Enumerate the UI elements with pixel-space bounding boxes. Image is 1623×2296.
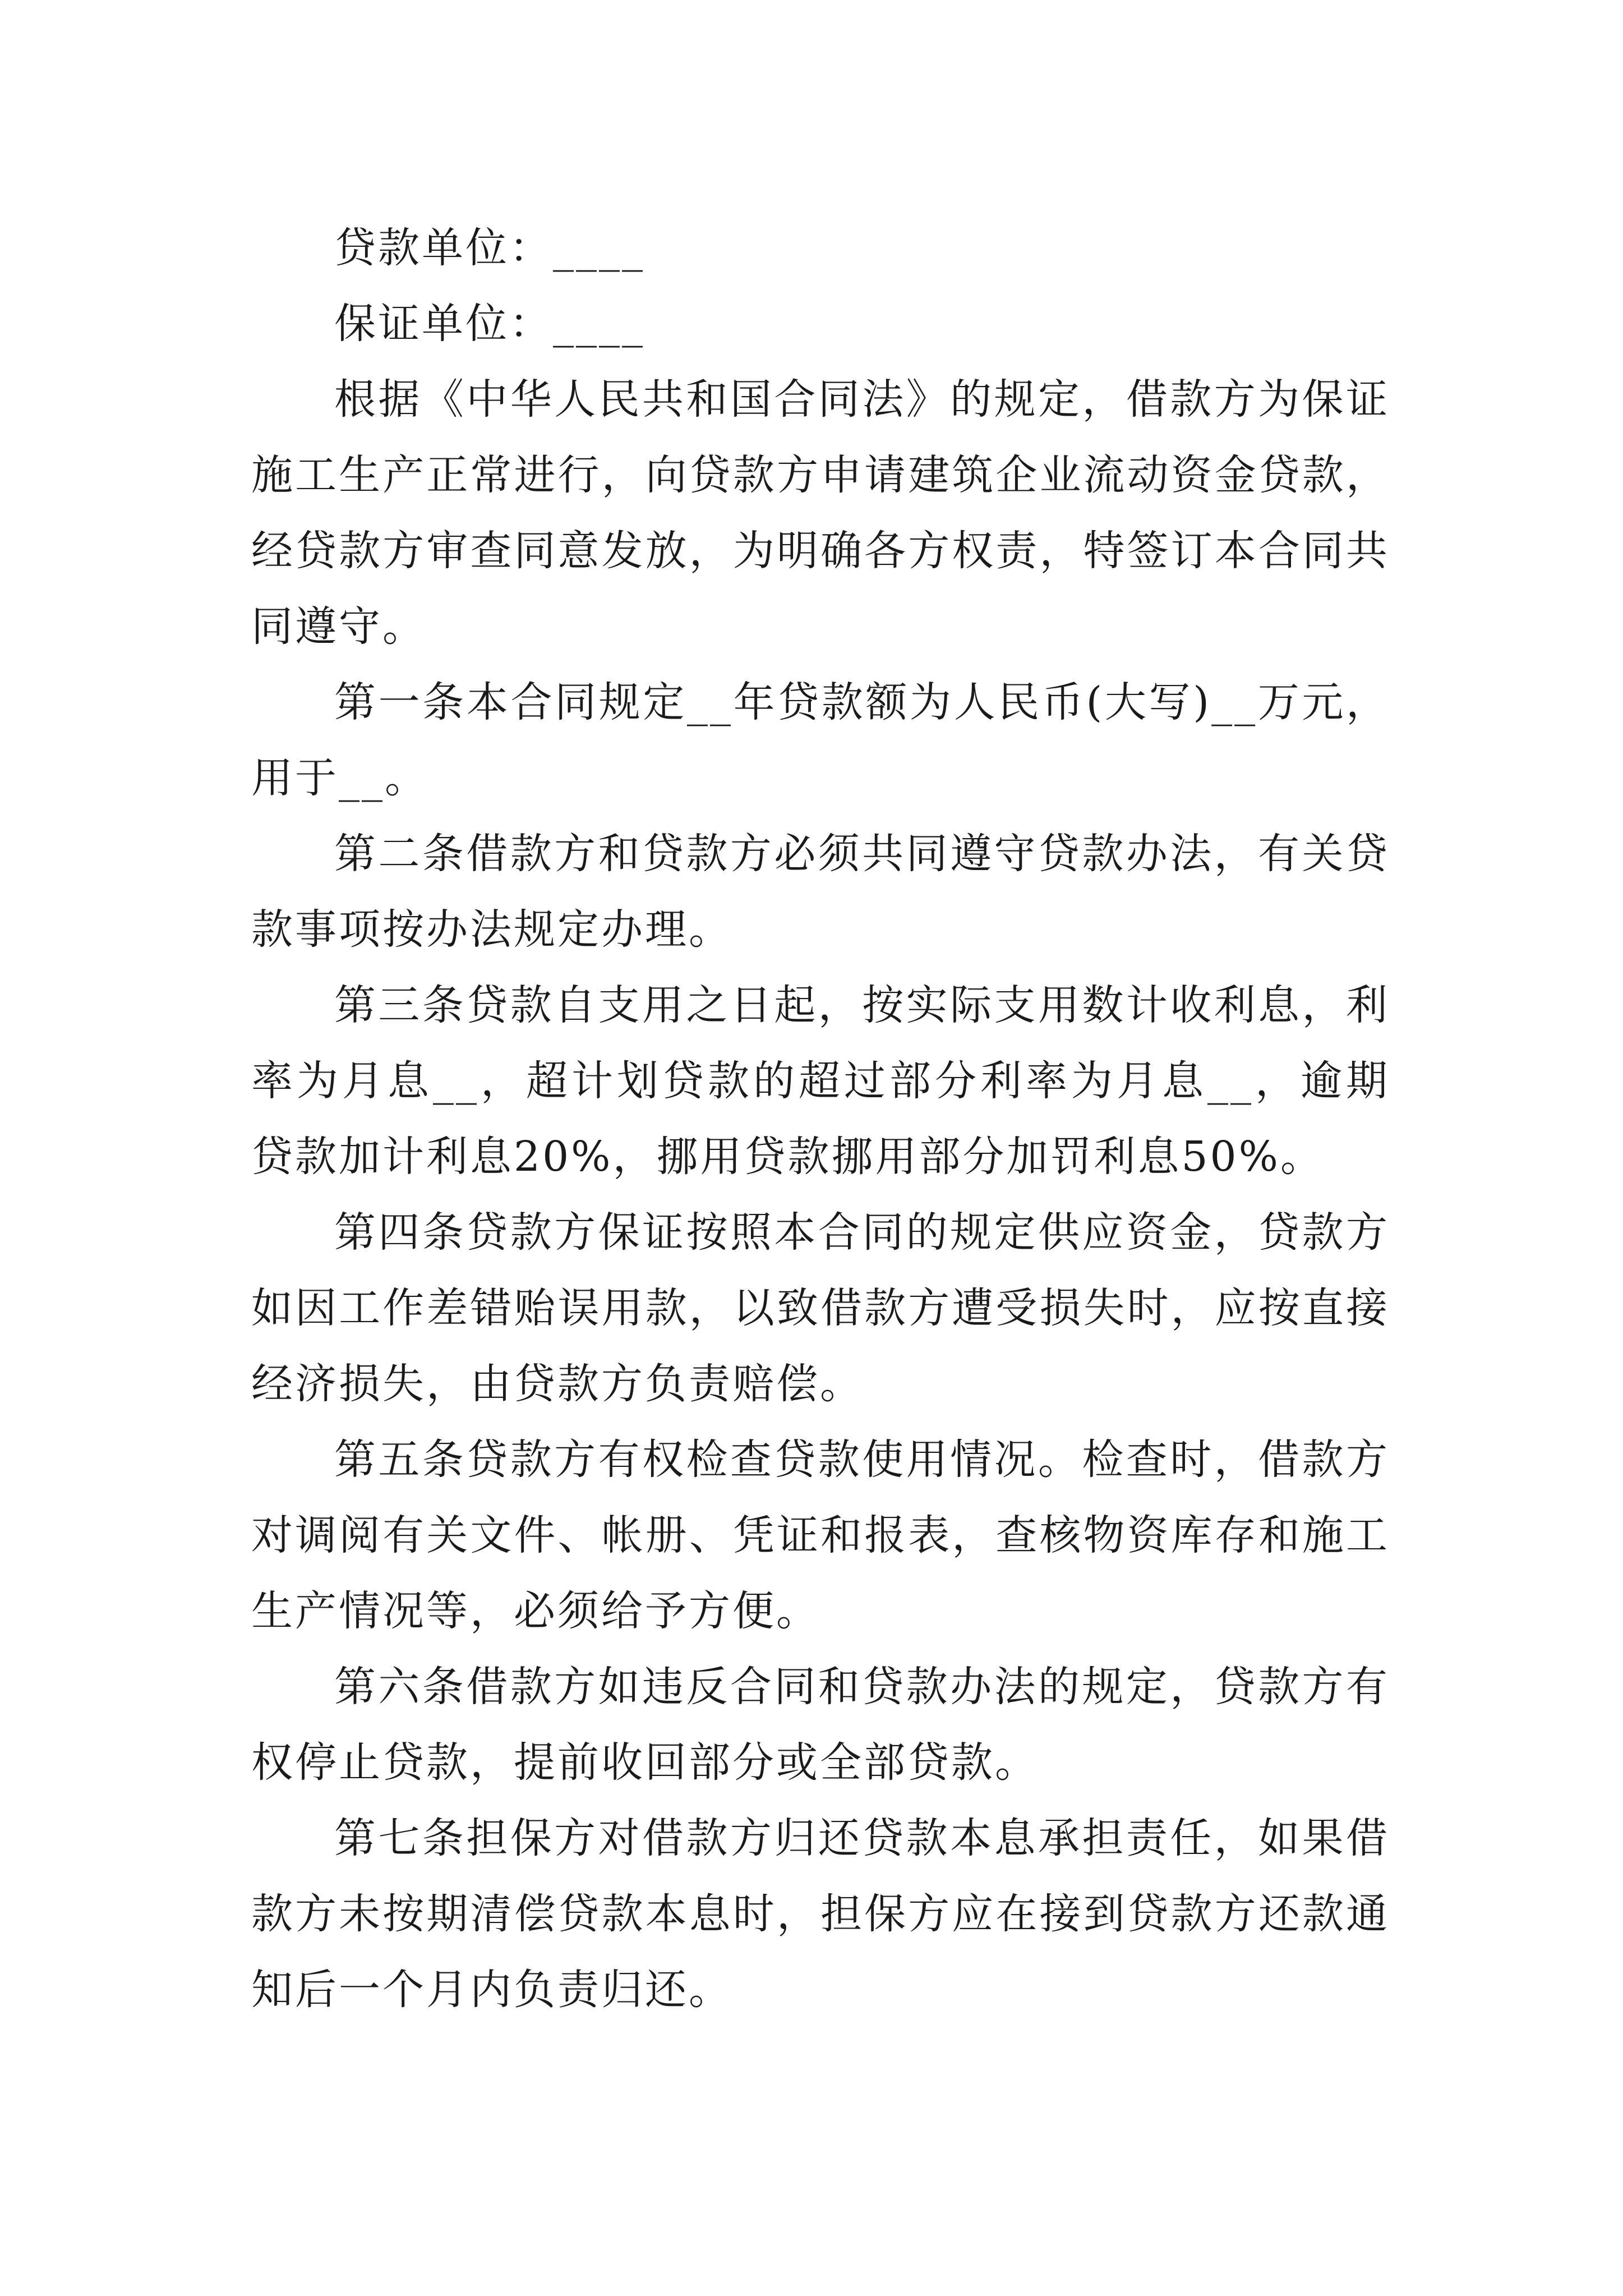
article-6-paragraph: 第六条借款方如违反合同和贷款办法的规定，贷款方有权停止贷款，提前收回部分或全部贷款。 xyxy=(251,1663,1390,1787)
article-7-paragraph: 第七条担保方对借款方归还贷款本息承担责任，如果借款方未按期清偿贷款本息时，担保方应在接到贷款方还款通知后一个月内负责归还。 xyxy=(251,1814,1390,2014)
guarantor-field: 保证单位：____ xyxy=(334,300,645,348)
article-1-paragraph: 第一条本合同规定__年贷款额为人民币(大写)__万元，用于__。 xyxy=(251,678,1390,802)
article-2-paragraph: 第二条借款方和贷款方必须共同遵守贷款办法，有关贷款事项按办法规定办理。 xyxy=(251,830,1390,954)
article-4-paragraph: 第四条贷款方保证按照本合同的规定供应资金，贷款方如因工作差错贻误用款，以致借款方遭受损失时，应按直接经济损失，由贷款方负责赔偿。 xyxy=(251,1208,1390,1408)
article-5-paragraph: 第五条贷款方有权检查贷款使用情况。检查时，借款方对调阅有关文件、帐册、凭证和报表，查核物资库存和施工生产情况等，必须给予方便。 xyxy=(251,1435,1390,1635)
document-body xyxy=(251,210,1390,2028)
preamble-paragraph: 根据《中华人民共和国合同法》的规定，借款方为保证施工生产正常进行，向贷款方申请建筑企业流动资金贷款，经贷款方审查同意发放，为明确各方权责，特签订本合同共同遵守。 xyxy=(251,375,1390,651)
lender-field: 贷款单位：____ xyxy=(334,224,645,272)
article-3-paragraph: 第三条贷款自支用之日起，按实际支用数计收利息，利率为月息__，超计划贷款的超过部分利率为月息__，逾期贷款加计利息20%，挪用贷款挪用部分加罚利息50%。 xyxy=(251,981,1390,1181)
